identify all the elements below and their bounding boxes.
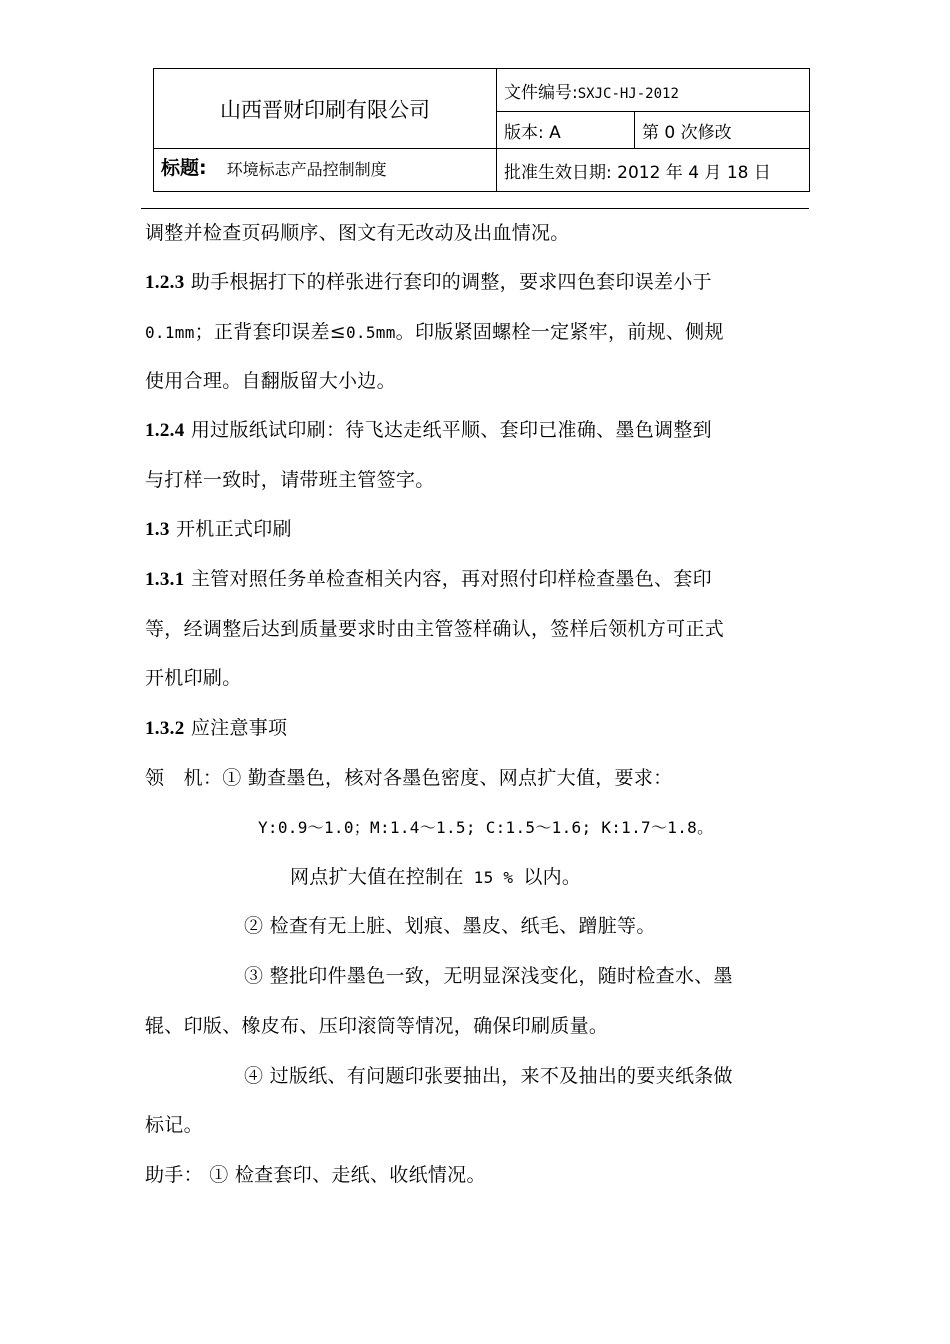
paragraph-line xyxy=(145,467,435,493)
line-text: 标记。 xyxy=(145,1114,203,1136)
section-number: 1.2.4 xyxy=(145,420,185,441)
section-1-2-3 xyxy=(145,269,712,296)
title-value: 环境标志产品控制制度 xyxy=(226,159,387,179)
line-text: ；正背套印误差≤ xyxy=(194,321,346,343)
line-text: ④ 过版纸、有问题印张要抽出，来不及抽出的要夹纸条做 xyxy=(244,1065,733,1087)
section-number: 1.2.3 xyxy=(145,272,185,293)
version-text: 版本: A xyxy=(504,122,561,143)
company-name-cell xyxy=(154,69,497,149)
document-number-cell xyxy=(497,69,810,112)
list-item xyxy=(244,1063,733,1089)
paragraph-line xyxy=(290,864,581,891)
effective-date-text: 批准生效日期: 2012 年 4 月 18 日 xyxy=(504,162,771,183)
section-number: 1.3 xyxy=(145,519,170,540)
line-text: Y:0.9～1.0；M:1.4～1.5; C:1.5～1.6; K:1.7～1.8。 xyxy=(258,818,714,837)
list-item xyxy=(244,963,733,989)
line-text: 。印版紧固螺栓一定紧牢，前规、侧规 xyxy=(395,321,724,343)
paragraph-line xyxy=(145,765,672,791)
revision-text: 第 0 次修改 xyxy=(642,122,732,143)
line-text: 开机印刷。 xyxy=(145,667,242,689)
version-cell xyxy=(497,112,635,149)
document-number-label: 文件编号: xyxy=(504,82,578,103)
paragraph-line xyxy=(145,1162,486,1188)
document-number-value: SXJC-HJ-2012 xyxy=(577,85,679,102)
line-text: 网点扩大值在控制在 xyxy=(290,866,464,888)
line-text: 用过版纸试印刷：待飞达走纸平顺、套印已准确、墨色调整到 xyxy=(184,419,712,441)
line-text: ② 检查有无上脏、划痕、墨皮、纸毛、蹭脏等。 xyxy=(244,915,656,937)
line-text: 主管对照任务单检查相关内容，再对照付印样检查墨色、套印 xyxy=(184,568,712,590)
revision-cell xyxy=(635,112,810,149)
paragraph-line xyxy=(145,220,570,246)
section-1-3 xyxy=(145,516,292,543)
dot-gain-value: 15 % xyxy=(463,868,524,887)
line-text: 助手根据打下的样张进行套印的调整，要求四色套印误差小于 xyxy=(184,271,712,293)
line-text: 与打样一致时，请带班主管签字。 xyxy=(145,469,435,491)
line-text: 辊、印版、橡皮布、压印滚筒等情况，确保印刷质量。 xyxy=(145,1015,609,1037)
tolerance-value: 0.1mm xyxy=(145,323,195,342)
title-cell xyxy=(154,149,497,192)
line-text: ③ 整批印件墨色一致，无明显深浅变化，随时检查水、墨 xyxy=(244,965,733,987)
section-heading: 开机正式印刷 xyxy=(169,518,292,540)
paragraph-line xyxy=(145,1112,203,1138)
list-item xyxy=(244,913,656,939)
section-1-3-1 xyxy=(145,566,712,593)
tolerance-value: 0.5mm xyxy=(346,323,396,342)
effective-date-cell xyxy=(497,149,810,192)
line-text: 助手： ① 检查套印、走纸、收纸情况。 xyxy=(145,1164,486,1186)
paragraph-line xyxy=(145,665,242,691)
section-number: 1.3.1 xyxy=(145,569,185,590)
line-text: 等，经调整后达到质量要求时由主管签样确认，签样后领机方可正式 xyxy=(145,618,725,640)
paragraph-line xyxy=(145,368,396,394)
header-divider xyxy=(141,208,809,209)
paragraph-line xyxy=(145,1013,608,1039)
section-1-2-4 xyxy=(145,417,712,444)
paragraph-line xyxy=(145,319,724,346)
ink-density-values xyxy=(258,815,713,841)
section-1-3-2 xyxy=(145,715,287,742)
document-header-table xyxy=(153,68,810,192)
section-heading: 应注意事项 xyxy=(184,717,288,739)
section-number: 1.3.2 xyxy=(145,718,185,739)
company-name: 山西晋财印刷有限公司 xyxy=(220,97,430,122)
title-label: 标题: xyxy=(161,156,207,179)
line-text: 领 机：① 勤查墨色，核对各墨色密度、网点扩大值，要求： xyxy=(145,767,673,789)
line-text: 使用合理。自翻版留大小边。 xyxy=(145,370,396,392)
paragraph-line xyxy=(145,616,724,642)
line-text: 调整并检查页码顺序、图文有无改动及出血情况。 xyxy=(145,222,570,244)
line-text: 以内。 xyxy=(523,866,582,888)
